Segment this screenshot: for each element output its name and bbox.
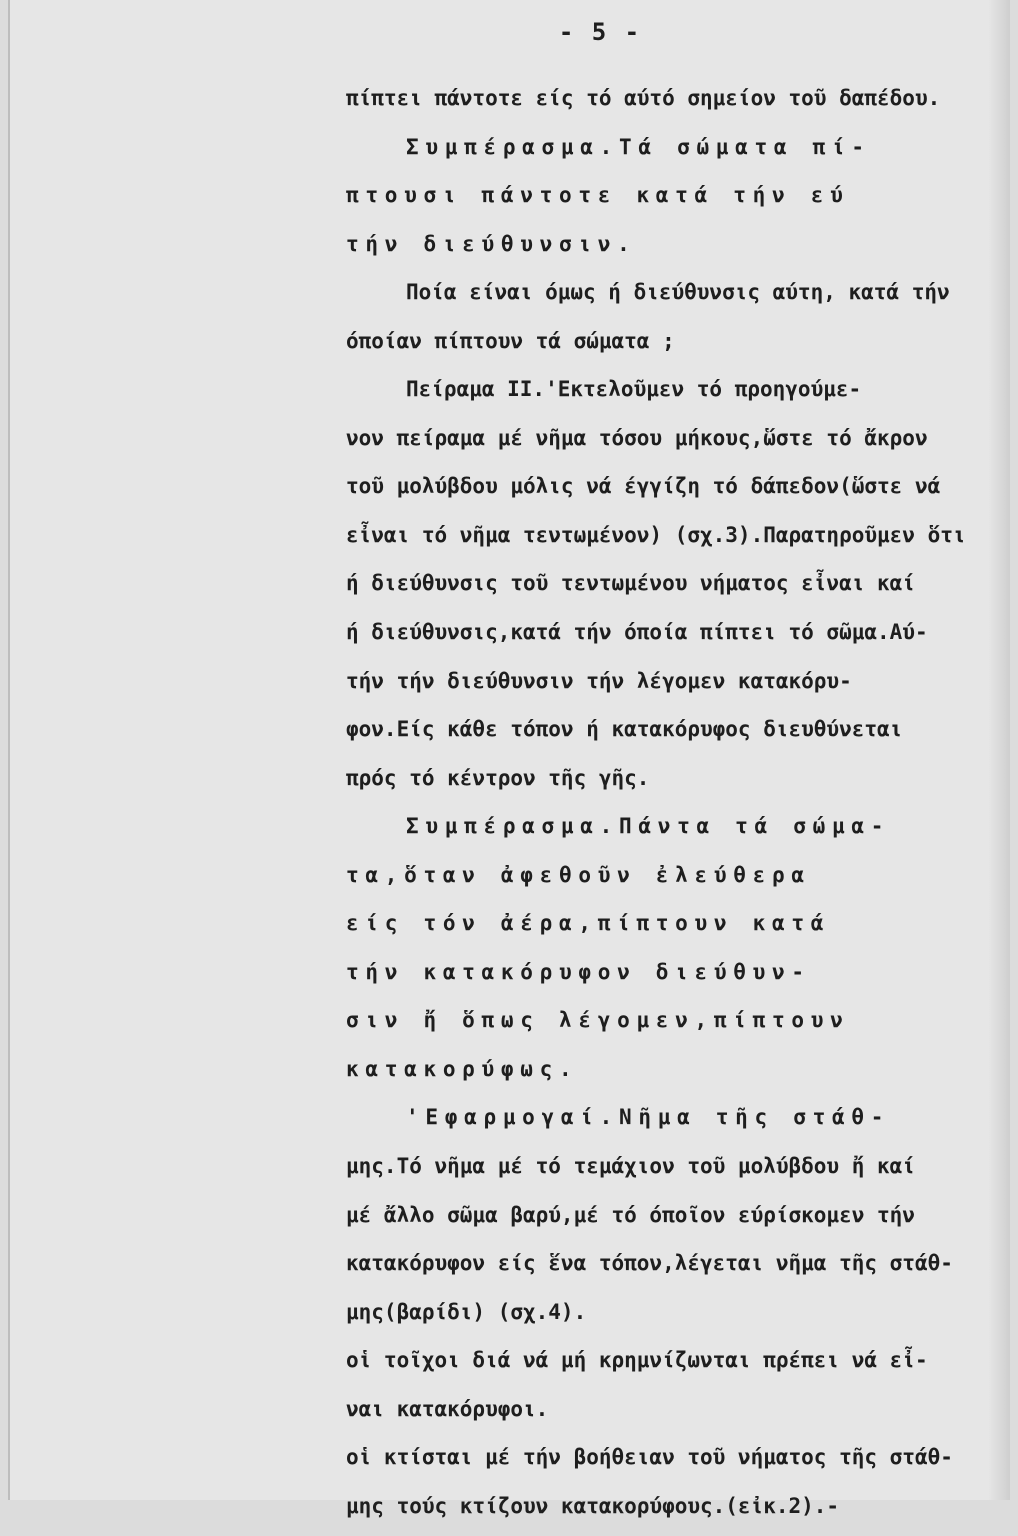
text-line: όποίαν πίπτουν τά σώματα ; <box>346 328 675 353</box>
page-edge-shadow <box>988 0 1010 1500</box>
text-line: Ποία είναι όμως ή διεύθυνσις αύτη, κατά τήν <box>406 280 950 305</box>
text-line: μης.Τό νῆμα μέ τό τεμάχιον τοῦ μολύβδου ἤ καί <box>346 1154 915 1179</box>
text-line: μης(βαρίδι) (σχ.4). <box>346 1299 587 1324</box>
text-line: τα,ὅταν ἀφεθοῦν ἐλεύθερα <box>346 862 811 887</box>
text-line: τήν τήν διεύθυνσιν τήν λέγομεν κατακόρυ- <box>346 668 852 693</box>
text-line: κατακόρυφον είς ἕνα τόπον,λέγεται νῆμα τῆς στάθ- <box>346 1251 953 1276</box>
text-line: 'Εφαρμογαί.Νῆμα τῆς στάθ- <box>406 1105 891 1130</box>
text-line: πίπτει πάντοτε είς τό αύτό σημείον τοῦ δαπέδου. <box>346 86 941 110</box>
text-line: σιν ἤ ὅπως λέγομεν,πίπτουν <box>346 1008 850 1033</box>
text-line: τήν κατακόρυφον διεύθυν- <box>346 959 811 984</box>
text-line: ή διεύθυνσις,κατά τήν όποία πίπτει τό σῶμα.Αύ- <box>346 620 928 645</box>
text-line: μης τούς κτίζουν κατακορύφους.(εἰκ.2).- <box>346 1493 840 1518</box>
text-line: οἱ κτίσται μέ τήν βοήθειαν τοῦ νήματος τῆς στάθ- <box>346 1445 953 1470</box>
text-line: πτουσι πάντοτε κατά τήν εύ <box>346 183 850 208</box>
text-line: οἱ τοῖχοι διά νά μή κρημνίζωνται πρέπει νά εἶ- <box>346 1348 928 1373</box>
text-line: μέ ἄλλο σῶμα βαρύ,μέ τό όποῖον εύρίσκομεν τήν <box>346 1202 915 1227</box>
text-line: Πείραμα II.'Εκτελοῦμεν τό προηγούμε- <box>406 377 862 402</box>
text-body <box>346 80 986 1536</box>
text-line: νον πείραμα μέ νῆμα τόσου μήκους,ὥστε τό ἄκρον <box>346 425 928 450</box>
text-line: είς τόν ἀέρα,πίπτουν κατά <box>346 911 831 936</box>
text-line: Συμπέρασμα.Τά σώματα πί- <box>406 134 871 159</box>
text-line: πρός τό κέντρον τῆς γῆς. <box>346 765 650 790</box>
page-number: - 5 - <box>558 18 642 46</box>
text-line: τοῦ μολύβδου μόλις νά έγγίζη τό δάπεδον(ὥστε νά <box>346 474 941 499</box>
text-line: τήν διεύθυνσιν. <box>346 231 637 256</box>
text-line: φον.Είς κάθε τόπον ή κατακόρυφος διευθύνεται <box>346 717 903 742</box>
text-line: κατακορύφως. <box>346 1056 579 1081</box>
typewritten-page <box>8 0 1010 1518</box>
text-line: ναι κατακόρυφοι. <box>346 1396 549 1421</box>
text-line: ή διεύθυνσις τοῦ τεντωμένου νήματος εἶναι καί <box>346 571 915 596</box>
text-line: εἶναι τό νῆμα τεντωμένον) (σχ.3).Παρατηροῦμεν ὅτι <box>346 522 966 547</box>
text-line: Συμπέρασμα.Πάντα τά σώμα- <box>406 814 891 839</box>
